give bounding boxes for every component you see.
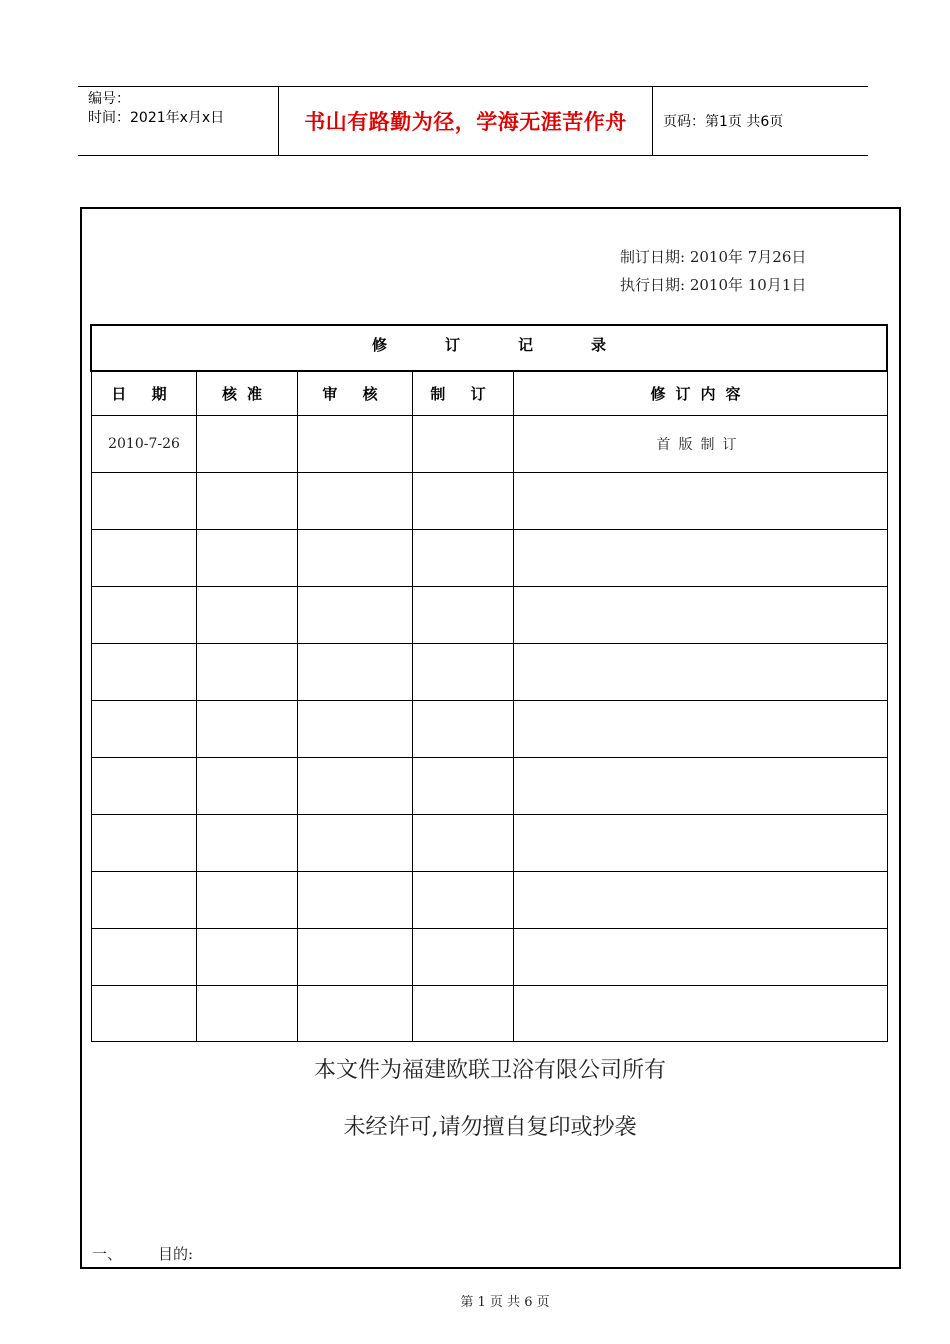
table-cell	[514, 872, 888, 929]
table-cell	[92, 530, 197, 587]
table-cell	[514, 701, 888, 758]
copyright-line-1: 本文件为福建欧联卫浴有限公司所有	[313, 1058, 666, 1083]
page-footer: 第 1 页 共 6 页	[460, 1295, 550, 1310]
table-cell	[298, 701, 413, 758]
table-cell	[298, 872, 413, 929]
table-cell	[514, 530, 888, 587]
section-heading	[92, 1243, 193, 1264]
table-cell	[197, 416, 298, 473]
table-cell	[413, 872, 514, 929]
table-cell	[197, 758, 298, 815]
table-cell	[413, 929, 514, 986]
table-cell	[197, 644, 298, 701]
table-cell	[197, 929, 298, 986]
executed-date: 执行日期: 2010年 10月1日	[620, 276, 807, 294]
table-cell	[197, 872, 298, 929]
formulated-date: 制订日期: 2010年 7月26日	[620, 248, 807, 266]
table-cell	[197, 701, 298, 758]
table-row	[92, 872, 888, 929]
table-cell	[514, 986, 888, 1042]
header-page-info: 页码：第1页 共6页	[663, 114, 784, 130]
document-number-label: 编号：	[88, 91, 130, 107]
table-cell	[197, 473, 298, 530]
table-row	[92, 986, 888, 1042]
date-block	[620, 243, 890, 299]
revision-table	[91, 372, 888, 1042]
table-cell	[197, 530, 298, 587]
table-cell	[413, 758, 514, 815]
table-cell	[92, 872, 197, 929]
table-cell	[92, 473, 197, 530]
table-cell	[298, 587, 413, 644]
table-row	[92, 929, 888, 986]
table-cell: 首版制订	[514, 416, 888, 473]
table-cell	[92, 587, 197, 644]
table-row	[92, 530, 888, 587]
table-cell: 2010-7-26	[92, 416, 197, 473]
table-cell	[92, 758, 197, 815]
table-cell	[197, 815, 298, 872]
table-row	[92, 815, 888, 872]
table-row	[92, 587, 888, 644]
table-cell	[92, 644, 197, 701]
column-header-approve: 核准	[197, 372, 298, 416]
table-cell	[514, 758, 888, 815]
table-cell	[413, 530, 514, 587]
page-header	[78, 86, 868, 156]
table-row	[92, 758, 888, 815]
copyright-line-2: 未经许可,请勿擅自复印或抄袭	[343, 1115, 637, 1140]
revision-title: 修订记录	[371, 335, 664, 354]
table-row	[92, 416, 888, 473]
section-title: 目的:	[158, 1245, 194, 1263]
section-number: 一、	[92, 1245, 123, 1263]
table-cell	[298, 473, 413, 530]
table-cell	[413, 644, 514, 701]
table-cell	[298, 929, 413, 986]
header-motto: 书山有路勤为径，学海无涯苦作舟	[279, 87, 653, 155]
column-header-date: 日 期	[92, 372, 197, 416]
column-header-content: 修订内容	[514, 372, 888, 416]
table-cell	[514, 644, 888, 701]
header-meta	[78, 87, 279, 155]
table-cell	[413, 473, 514, 530]
table-cell	[197, 986, 298, 1042]
table-cell	[298, 986, 413, 1042]
revision-title-box	[90, 324, 888, 372]
table-row	[92, 701, 888, 758]
table-cell	[413, 986, 514, 1042]
table-row	[92, 644, 888, 701]
table-cell	[514, 929, 888, 986]
table-cell	[413, 587, 514, 644]
table-cell	[514, 587, 888, 644]
table-header-row	[92, 372, 888, 416]
column-header-formulate: 制 订	[413, 372, 514, 416]
table-cell	[92, 701, 197, 758]
table-cell	[514, 473, 888, 530]
table-cell	[514, 815, 888, 872]
column-header-review: 审 核	[298, 372, 413, 416]
table-cell	[413, 815, 514, 872]
table-cell	[298, 815, 413, 872]
table-row	[92, 473, 888, 530]
table-cell	[298, 644, 413, 701]
table-cell	[413, 701, 514, 758]
table-cell	[92, 929, 197, 986]
table-body	[92, 416, 888, 1042]
table-cell	[92, 986, 197, 1042]
document-time-label: 时间：2021年x月x日	[88, 110, 225, 126]
table-cell	[298, 530, 413, 587]
table-cell	[298, 416, 413, 473]
table-cell	[413, 416, 514, 473]
table-cell	[92, 815, 197, 872]
table-cell	[298, 758, 413, 815]
table-cell	[197, 587, 298, 644]
